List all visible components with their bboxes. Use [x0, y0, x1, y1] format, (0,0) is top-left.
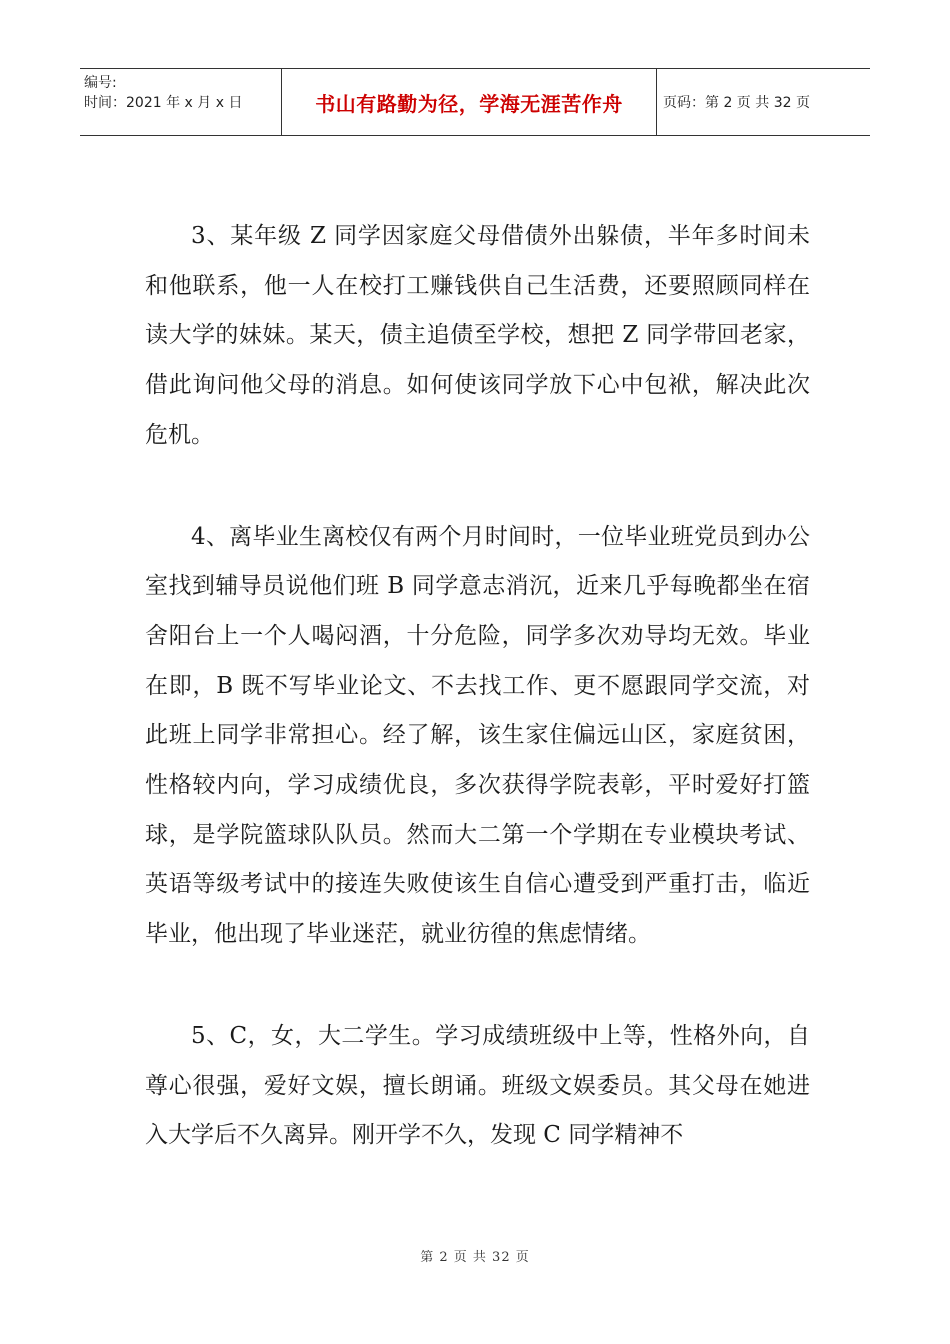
header-page-info: 页码：第 2 页 共 32 页 — [663, 95, 810, 111]
paragraph-case-3: 3、某年级 Z 同学因家庭父母借债外出躲债，半年多时间未和他联系，他一人在校打工赚钱供自己生活费，还要照顾同样在读大学的妹妹。某天，债主追债至学校，想把 Z 同学带回老家，借此询问他父母的消息。如何使该同学放下心中包袱，解决此次危机。 — [145, 223, 810, 448]
paragraph-case-5: 5、C，女，大二学生。学习成绩班级中上等，性格外向，自尊心很强，爱好文娱，擅长朗诵。班级文娱委员。其父母在她进入大学后不久离异。刚开学不久，发现 C 同学精神不 — [145, 1022, 810, 1149]
header-motto: 书山有路勤为径，学海无涯苦作舟 — [282, 69, 657, 135]
paragraph-case-4: 4、离毕业生离校仅有两个月时间时，一位毕业班党员到办公室找到辅导员说他们班 B 同学意志消沉，近来几乎每晚都坐在宿舍阳台上一个人喝闷酒，十分危险，同学多次劝导均无效。毕业在即，B 既不写毕业论文、不去找工作、更不愿跟同学交流，对此班上同学非常担心。经了解，该生家住偏远山区，家庭贫困，性格较内向，学习成绩优良，多次获得学院表彰，平时爱好打篮球，是学院篮球队队员。然而大二第一个学期在专业模块考试、英语等级考试中的接连失败使该生自信心遭受到严重打击，临近毕业，他出现了毕业迷茫，就业彷徨的焦虑情绪。 — [145, 523, 810, 948]
document-body — [145, 212, 810, 1161]
document-time-label: 时间：2021 年 x 月 x 日 — [84, 95, 243, 111]
page-footer: 第 2 页 共 32 页 — [420, 1250, 530, 1265]
document-number-label: 编号: — [84, 75, 117, 91]
header-meta — [80, 69, 282, 135]
page-header — [80, 68, 870, 136]
